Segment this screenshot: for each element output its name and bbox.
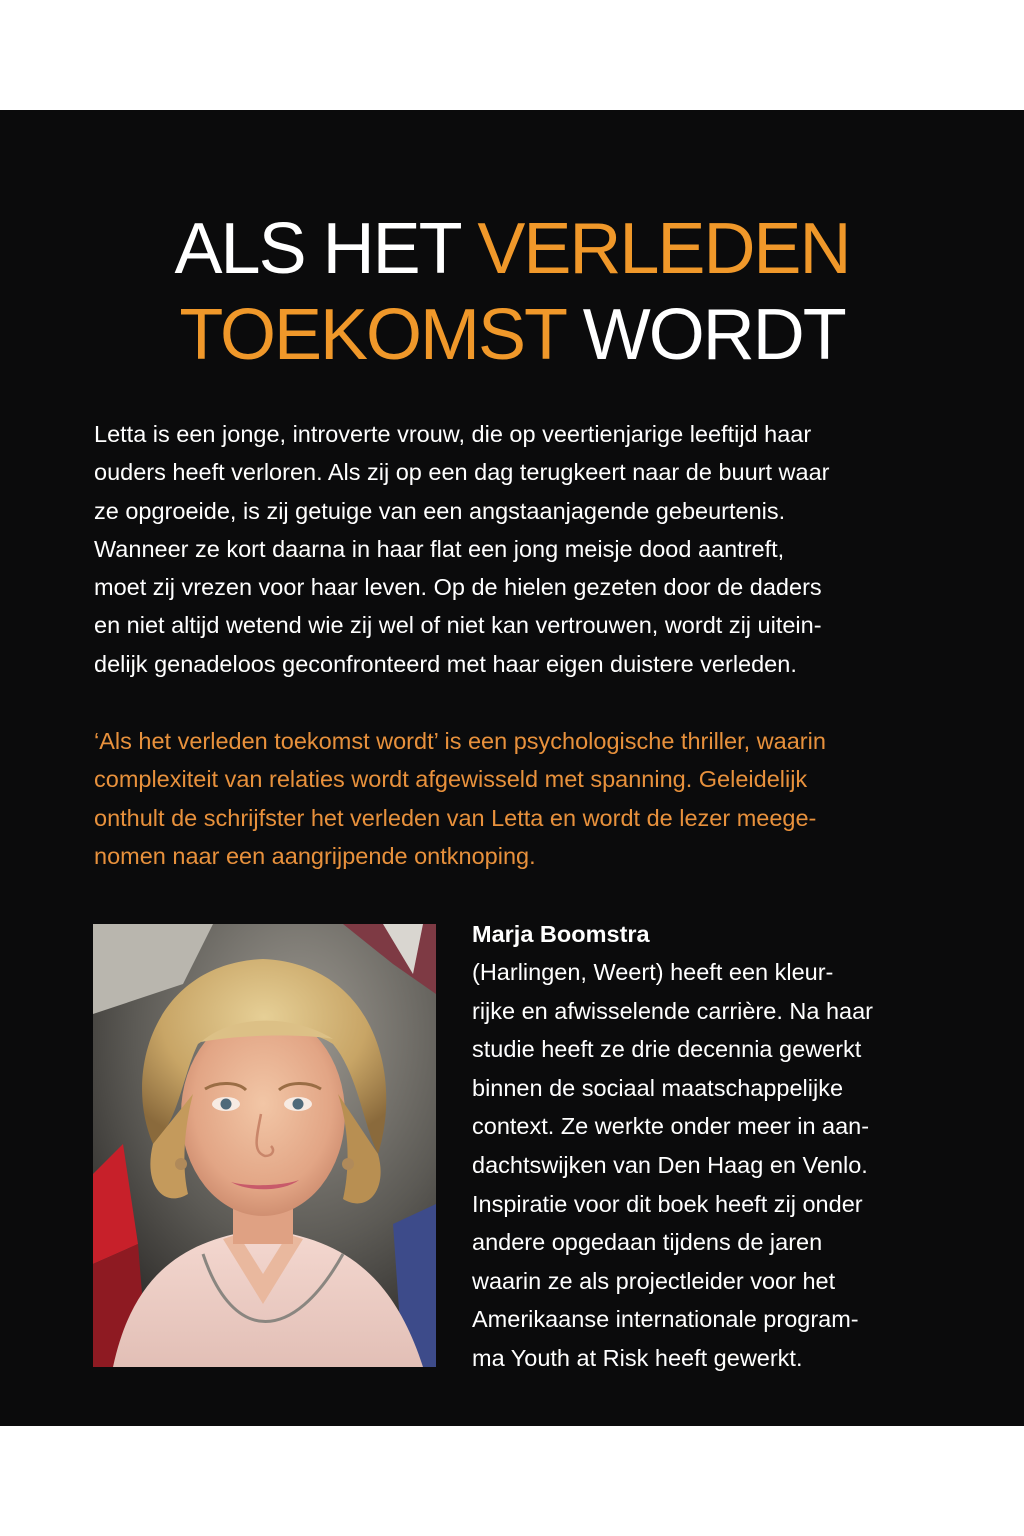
title-word-als-het: ALS HET <box>174 209 478 289</box>
bio-line: waarin ze als projectleider voor het <box>472 1267 836 1294</box>
synopsis-line: moet zij vrezen voor haar leven. Op de hielen gezeten door de daders <box>94 574 822 601</box>
bio-line: (Harlingen, Weert) heeft een kleur- <box>472 959 834 985</box>
author-photo <box>93 924 436 1367</box>
book-title <box>0 206 1024 378</box>
synopsis-line: Wanneer ze kort daarna in haar flat een jong meisje dood aantreft, <box>94 535 785 562</box>
bio-line: rijke en afwisselende carrière. Na haar <box>472 997 873 1024</box>
title-word-toekomst: TOEKOMST <box>179 295 565 375</box>
synopsis-line: delijk genadeloos geconfronteerd met haar eigen duistere verleden. <box>94 650 797 677</box>
bio-line: binnen de sociaal maatschappelijke <box>472 1074 844 1101</box>
synopsis <box>94 415 944 683</box>
title-line-2 <box>0 292 1024 378</box>
title-word-verleden: VERLEDEN <box>477 209 850 289</box>
synopsis-line: ouders heeft verloren. Als zij op een dag terugkeert naar de buurt waar <box>94 459 830 486</box>
bio-line: Amerikaanse internationale program- <box>472 1306 859 1333</box>
bio-line: Inspiratie voor dit boek heeft zij onder <box>472 1190 863 1217</box>
tagline-line: complexiteit van relaties wordt afgewisseld met spanning. Geleidelijk <box>94 766 808 793</box>
title-line-1 <box>0 206 1024 292</box>
back-cover <box>0 110 1024 1426</box>
bio-line: andere opgedaan tijdens de jaren <box>472 1229 823 1256</box>
title-word-wordt: WORDT <box>564 295 845 375</box>
synopsis-line: en niet altijd wetend wie zij wel of niet kan vertrouwen, wordt zij uitein- <box>94 612 822 639</box>
author-name: Marja Boomstra <box>472 921 650 947</box>
tagline-line: ‘Als het verleden toekomst wordt’ is een psychologische thriller, waarin <box>94 728 826 754</box>
bio-line: ma Youth at Risk heeft gewerkt. <box>472 1344 803 1371</box>
tagline-line: nomen naar een aangrijpende ontknoping. <box>94 842 536 869</box>
bio-line: context. Ze werkte onder meer in aan- <box>472 1113 870 1140</box>
synopsis-line: ze opgroeide, is zij getuige van een angstaanjagende gebeurtenis. <box>94 497 786 524</box>
tagline-line: onthult de schrijfster het verleden van Letta en wordt de lezer meege- <box>94 804 817 831</box>
bio-line: studie heeft ze drie decennia gewerkt <box>472 1036 862 1063</box>
genre-tagline <box>94 722 944 875</box>
author-bio <box>472 953 952 1378</box>
synopsis-line: Letta is een jonge, introverte vrouw, die op veertienjarige leeftijd haar <box>94 421 812 447</box>
bio-line: dachtswijken van Den Haag en Venlo. <box>472 1151 868 1178</box>
